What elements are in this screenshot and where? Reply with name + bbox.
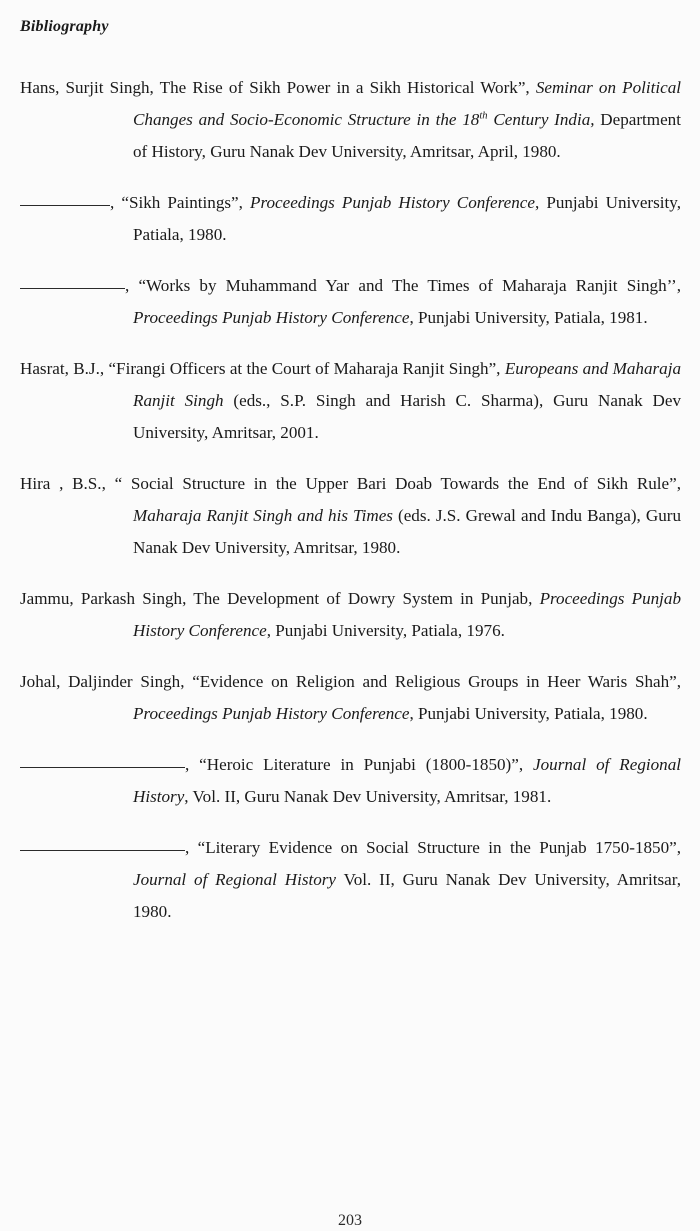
bibliography-entry bbox=[20, 468, 681, 564]
entry-text: , Punjabi University, Patiala, 1976. bbox=[266, 621, 505, 640]
entry-text: Department of History, Guru Nanak Dev University, Amritsar, April, 1980. bbox=[133, 110, 681, 161]
entry-text: Jammu, Parkash Singh, The Development of Dowry System in Punjab, bbox=[20, 589, 540, 608]
repeated-author-rule bbox=[20, 193, 110, 206]
bibliography-list bbox=[20, 72, 681, 928]
title-italic: Proceedings Punjab History Conference bbox=[133, 308, 410, 327]
entry-text: Johal, Daljinder Singh, “Evidence on Religion and Religious Groups in Heer Waris Shah”, bbox=[20, 672, 681, 691]
bibliography-entry bbox=[20, 353, 681, 449]
ordinal-superscript: th bbox=[479, 110, 488, 122]
bibliography-entry bbox=[20, 749, 681, 813]
title-italic: Journal of Regional History bbox=[133, 870, 337, 889]
page-title: Bibliography bbox=[20, 18, 109, 35]
bibliography-entry bbox=[20, 832, 681, 928]
page-number: 203 bbox=[338, 1212, 362, 1229]
entry-text: , “Literary Evidence on Social Structure in the Punjab 1750-1850”, bbox=[185, 838, 681, 857]
entry-text: , “Heroic Literature in Punjabi (1800-1850)”, bbox=[185, 755, 534, 774]
entry-text: , Vol. II, Guru Nanak Dev University, Amritsar, 1981. bbox=[184, 787, 552, 806]
entry-text: , Punjabi University, Patiala, 1981. bbox=[409, 308, 648, 327]
repeated-author-rule bbox=[20, 838, 185, 851]
entry-text: (eds. J.S. Grewal and Indu Banga), Guru Nanak Dev University, Amritsar, 1980. bbox=[133, 506, 681, 557]
entry-text: Hasrat, B.J., “Firangi Officers at the Court of Maharaja Ranjit Singh”, bbox=[20, 359, 505, 378]
entry-text: (eds., S.P. Singh and Harish C. Sharma), Guru Nanak Dev University, Amritsar, 2001. bbox=[133, 391, 681, 442]
title-italic: Journal of Regional History bbox=[133, 755, 682, 806]
title-italic: Proceedings Punjab History Conference bbox=[133, 589, 681, 640]
title-italic: Proceedings Punjab History Conference bbox=[250, 193, 535, 212]
repeated-author-rule bbox=[20, 276, 125, 289]
entry-text: , “Sikh Paintings”, bbox=[110, 193, 251, 212]
entry-text: , Punjabi University, Patiala, 1980. bbox=[409, 704, 648, 723]
entry-text: , “Works by Muhammand Yar and The Times of Maharaja Ranjit Singh’’, bbox=[125, 276, 681, 295]
title-italic: Europeans and Maharaja Ranjit Singh bbox=[133, 359, 681, 410]
bibliography-entry bbox=[20, 72, 681, 168]
bibliography-entry bbox=[20, 270, 681, 334]
entry-text: Vol. II, Guru Nanak Dev University, Amritsar, 1980. bbox=[133, 870, 681, 921]
title-italic: Seminar on Political Changes and Socio-Economic Structure in the 18 bbox=[133, 78, 681, 129]
bibliography-entry bbox=[20, 583, 681, 647]
entry-text: Hira , B.S., “ Social Structure in the Upper Bari Doab Towards the End of Sikh Rule”, bbox=[20, 474, 681, 493]
title-italic: Proceedings Punjab History Conference bbox=[133, 704, 410, 723]
title-italic: Maharaja Ranjit Singh and his Times bbox=[133, 506, 393, 525]
bibliography-entry bbox=[20, 187, 681, 251]
entry-text: Hans, Surjit Singh, The Rise of Sikh Power in a Sikh Historical Work”, bbox=[20, 78, 536, 97]
bibliography-entry bbox=[20, 666, 681, 730]
title-italic: Century India, bbox=[487, 110, 595, 129]
entry-text: , Punjabi University, Patiala, 1980. bbox=[133, 193, 681, 244]
repeated-author-rule bbox=[20, 755, 185, 768]
